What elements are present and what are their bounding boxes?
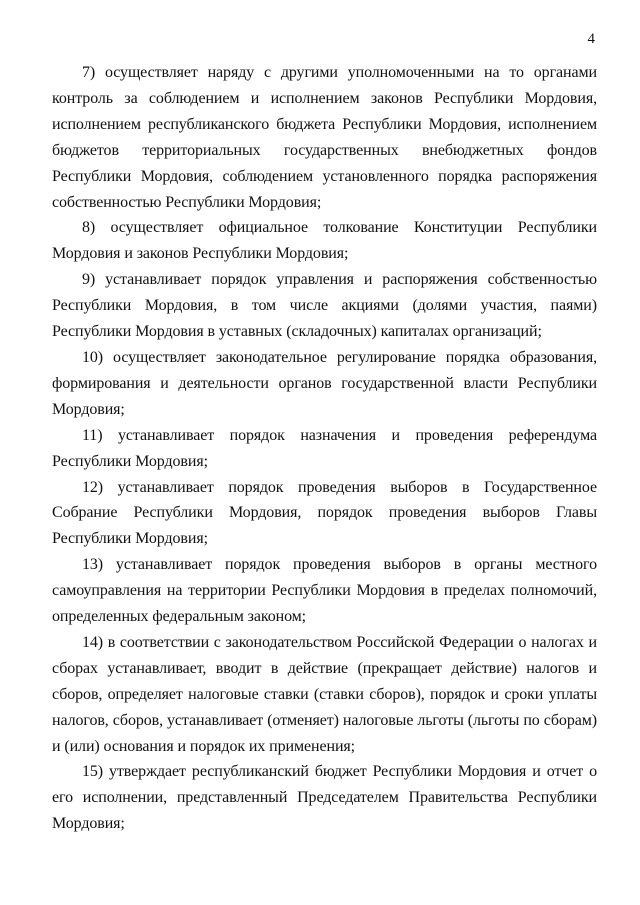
paragraph-item-12: 12) устанавливает порядок проведения выборов в Государственное Собрание Республики Мордовия, порядок проведения выборов Главы Республики Мордовия;: [52, 478, 597, 548]
paragraph-item-10: 10) осуществляет законодательное регулирование порядка образования, формирования и деятельности органов государственной власти Республики Мордовия;: [52, 348, 597, 418]
page-number: 4: [587, 31, 595, 47]
paragraph-item-9: 9) устанавливает порядок управления и распоряжения собственностью Республики Мордовия, в том числе акциями (долями участия, паями) Республики Мордовия в уставных (складочных) капиталах организаций;: [52, 271, 597, 341]
paragraph-item-8: 8) осуществляет официальное толкование Конституции Республики Мордовия и законов Республики Мордовия;: [52, 219, 597, 263]
paragraph-item-11: 11) устанавливает порядок назначения и проведения референдума Республики Мордовия;: [52, 426, 597, 470]
document-body: [52, 60, 597, 837]
paragraph-item-15: 15) утверждает республиканский бюджет Республики Мордовия и отчет о его исполнении, представленный Председателем Правительства Республики Мордовия;: [52, 763, 597, 833]
paragraph-item-7: 7) осуществляет наряду с другими уполномоченными на то органами контроль за соблюдением и исполнением законов Республики Мордовия, исполнением республиканского бюджета Республики Мордовия, исполнением бюджетов территориальных государственных внебюджетных фондов Республики Мордовия, соблюдением установленного порядка распоряжения собственностью Республики Мордовия;: [52, 64, 597, 211]
paragraph-item-14: 14) в соответствии с законодательством Российской Федерации о налогах и сборах устанавливает, вводит в действие (прекращает действие) налогов и сборов, определяет налоговые ставки (ставки сборов), порядок и сроки уплаты налогов, сборов, устанавливает (отменяет) налоговые льготы (льготы по сборам) и (или) основания и порядок их применения;: [52, 633, 597, 755]
paragraph-item-13: 13) устанавливает порядок проведения выборов в органы местного самоуправления на территории Республики Мордовия в пределах полномочий, определенных федеральным законом;: [52, 556, 597, 626]
